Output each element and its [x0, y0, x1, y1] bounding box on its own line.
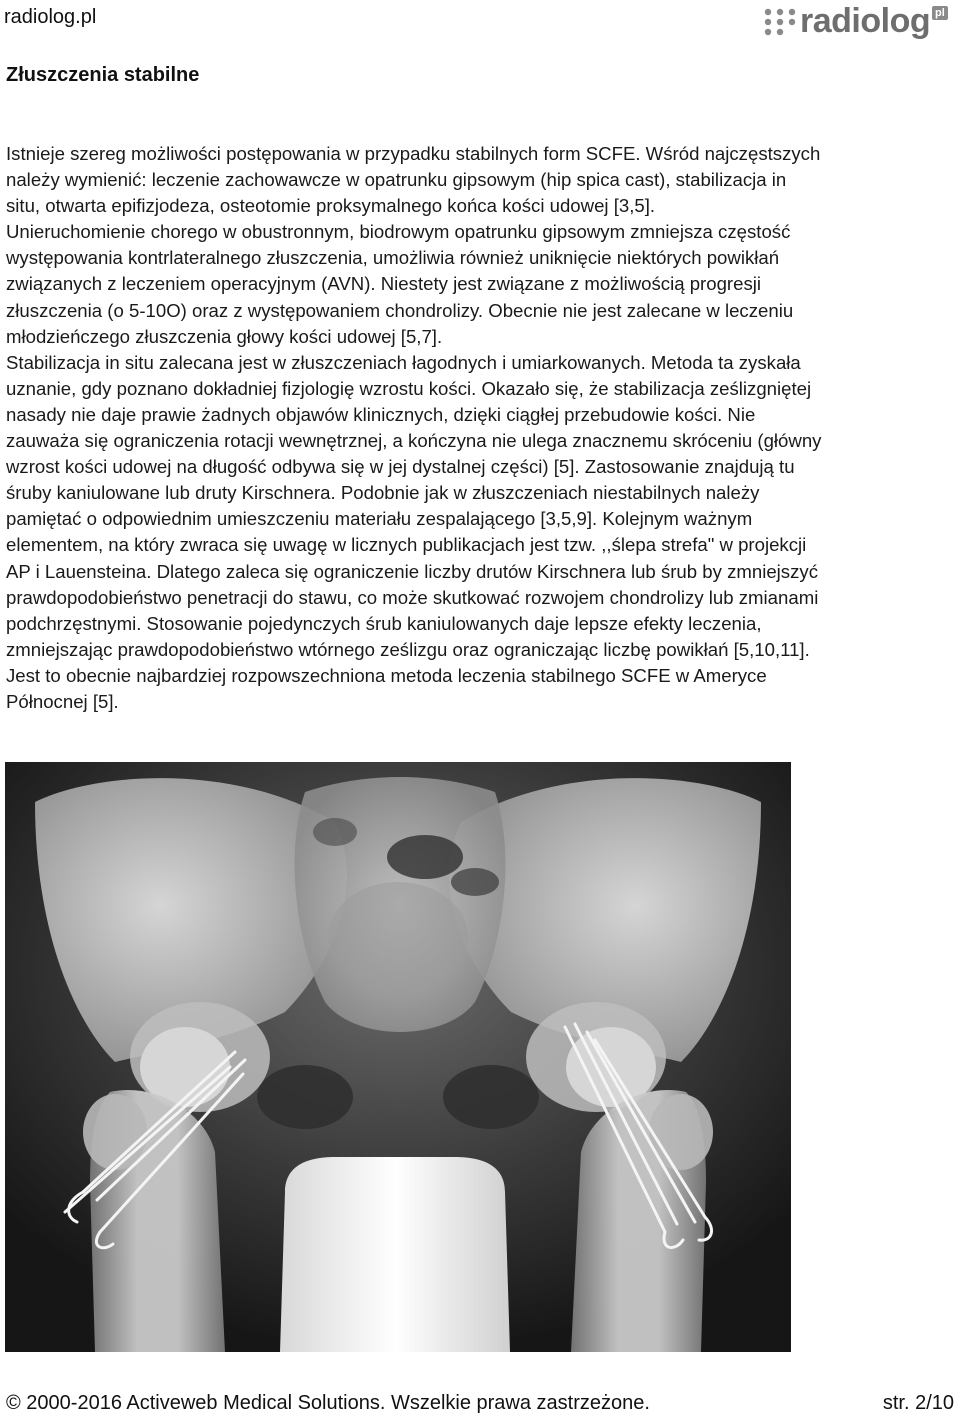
- text-line: śruby kaniulowane lub druty Kirschnera. Podobnie jak w złuszczeniach niestabilnych należy: [6, 482, 760, 504]
- text-line: AP i Lauensteina. Dlatego zaleca się ograniczenie liczby drutów Kirschnera lub śrub by zmniejszyć: [6, 560, 818, 582]
- text-line: Unieruchomienie chorego w obustronnym, biodrowym opatrunku gipsowym zmniejsza częstość: [6, 221, 791, 243]
- text-line: złuszczenia (o 5-10O) oraz z występowaniem chondrolizy. Obecnie nie jest zalecane w leczeniu: [6, 299, 794, 321]
- site-name: radiolog.pl: [4, 6, 97, 28]
- copyright-text: © 2000-2016 Activeweb Medical Solutions. Wszelkie prawa zastrzeżone.: [6, 1392, 650, 1414]
- text-line: Stabilizacja in situ zalecana jest w złuszczeniach łagodnych i umiarkowanych. Metoda ta zyskała: [6, 351, 801, 373]
- page-number: str. 2/10: [882, 1392, 954, 1414]
- text-line: uznanie, gdy poznano dokładniej fizjologię wzrostu kości. Okazało się, że stabilizacja ześlizgniętej: [6, 377, 812, 399]
- logo-badge: pl: [932, 6, 948, 20]
- text-line: zauważa się ograniczenia rotacji wewnętrznej, a kończyna nie ulega znacznemu skróceniu (główny: [6, 430, 822, 452]
- text-line: zmniejszając prawdopodobieństwo wtórnego ześlizgu oraz ograniczając liczbę powikłań [5,10,11].: [6, 638, 810, 660]
- text-line: podchrzęstnymi. Stosowanie pojedynczych śrub kaniulowanych daje lepsze efekty leczenia,: [6, 612, 762, 634]
- radiolog-logo: [760, 2, 960, 42]
- page-title: Złuszczenia stabilne: [6, 64, 200, 86]
- text-line: pamiętać o odpowiednim umieszczeniu materiału zespalającego [3,5,9]. Kolejnym ważnym: [6, 508, 753, 530]
- logo-dots-icon: [760, 6, 800, 38]
- article-body: [6, 141, 954, 715]
- text-line: nasady nie daje prawie żadnych objawów klinicznych, dzięki ciągłej przebudowie kości. Nie: [6, 403, 756, 425]
- text-line: elementem, na który zwraca się uwagę w licznych publikacjach jest tzw. ,,ślepa strefa" w projekcji: [6, 534, 807, 556]
- text-line: związanych z leczeniem operacyjnym (AVN). Niestety jest związane z możliwością progresji: [6, 273, 762, 295]
- xray-image: [5, 762, 791, 1352]
- text-line: Istnieje szereg możliwości postępowania w przypadku stabilnych form SCFE. Wśród najczęstszych: [6, 143, 821, 164]
- text-line: należy wymienić: leczenie zachowawcze w opatrunku gipsowym (hip spica cast), stabilizacja in: [6, 169, 787, 191]
- text-line: występowania kontrlateralnego złuszczenia, umożliwia również uniknięcie niektórych powikłań: [6, 247, 780, 269]
- logo-wordmark: radiolog: [800, 2, 931, 40]
- text-line: prawdopodobieństwo penetracji do stawu, co może skutkować rozwojem chondrolizy lub zmianami: [6, 586, 819, 608]
- text-line: młodzieńczego złuszczenia głowy kości udowej [5,7].: [6, 325, 443, 347]
- text-line: wzrost kości udowej na długość odbywa się w jej dystalnej części) [5]. Zastosowanie znajdują tu: [6, 456, 795, 478]
- text-line: Jest to obecnie najbardziej rozpowszechniona metoda leczenia stabilnego SCFE w Ameryce: [6, 664, 767, 686]
- text-line: situ, otwarta epifizjodeza, osteotomie proksymalnego końca kości udowej [3,5].: [6, 195, 656, 217]
- text-line: Północnej [5].: [6, 690, 119, 712]
- pelvis-xray-graphic: [5, 762, 791, 1352]
